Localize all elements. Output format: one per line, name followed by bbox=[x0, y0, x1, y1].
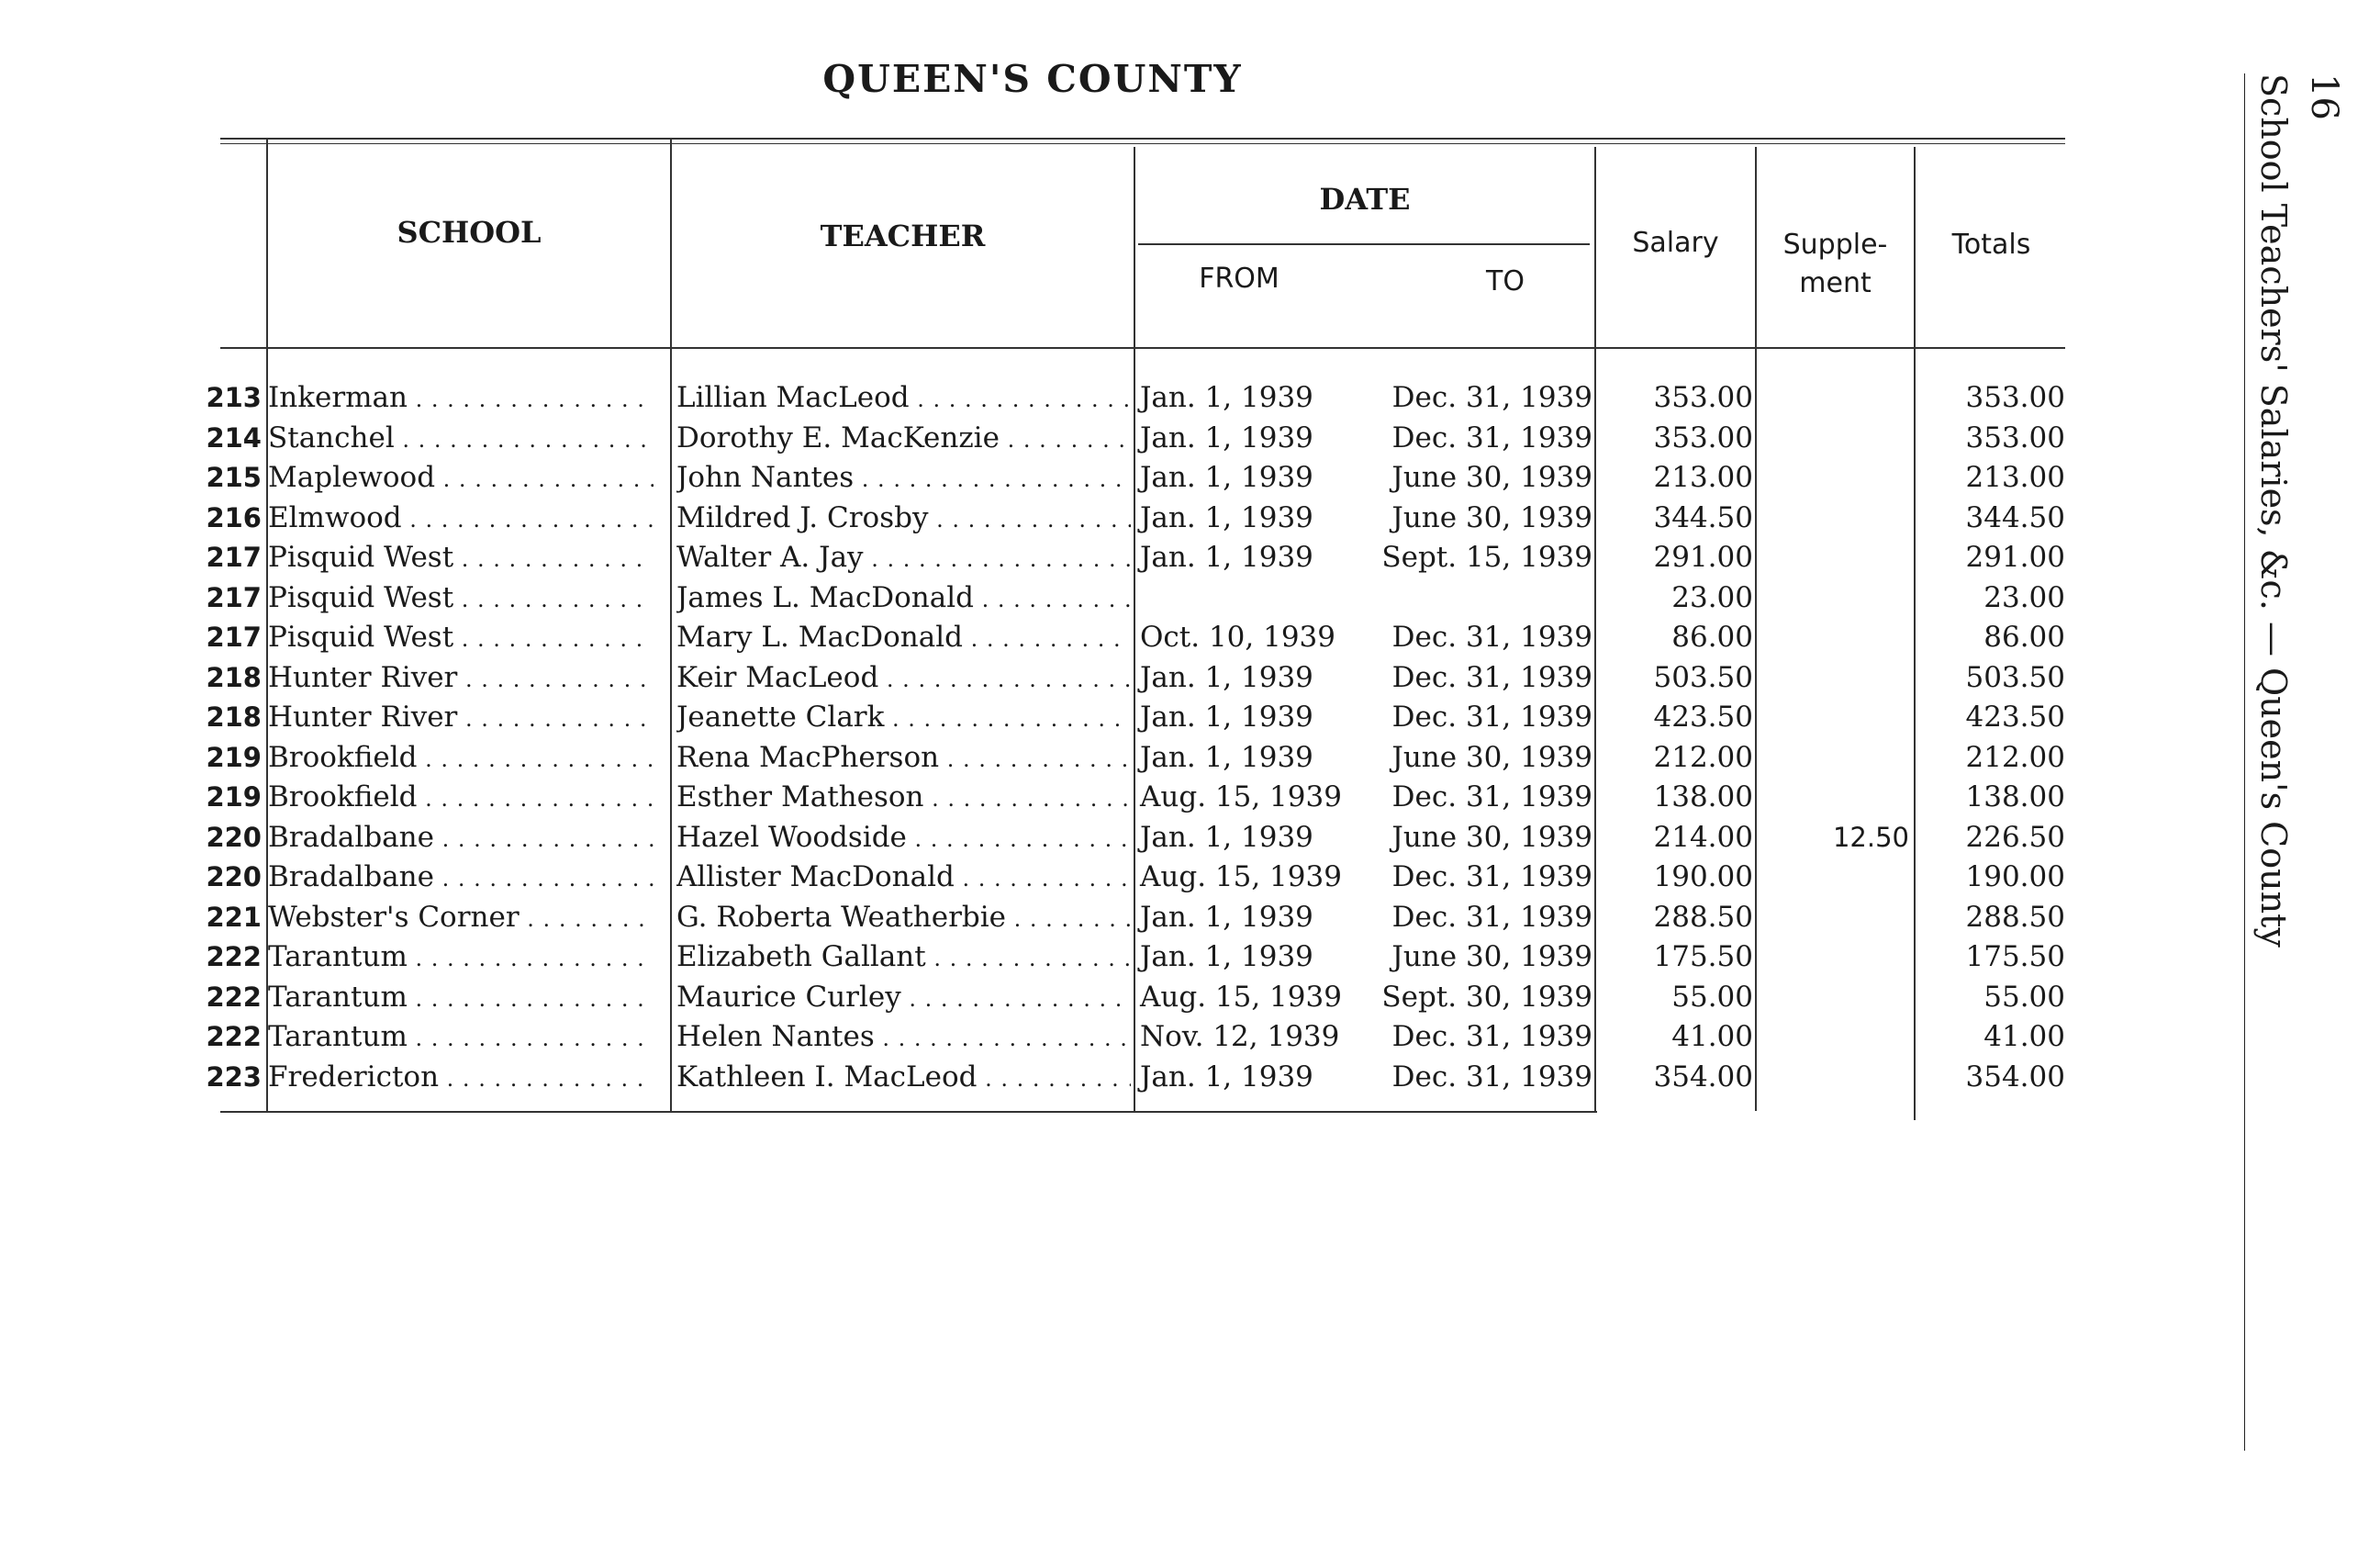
date-to-cell: Dec. 31, 1939 bbox=[1391, 860, 1592, 893]
col-header-supplement: Supple- ment bbox=[1782, 229, 1888, 299]
row-number: 218 bbox=[206, 661, 262, 693]
date-from-cell: Jan. 1, 1939 bbox=[1140, 381, 1313, 414]
date-from-cell: Jan. 1, 1939 bbox=[1140, 900, 1313, 934]
date-from-cell: Jan. 1, 1939 bbox=[1140, 820, 1313, 854]
school-cell: Stanchel . . . bbox=[268, 419, 654, 461]
row-number: 222 bbox=[206, 981, 262, 1013]
col-header-school: SCHOOL bbox=[397, 215, 542, 250]
col-header-date: DATE bbox=[1319, 182, 1411, 217]
school-cell: Hunter River . . . bbox=[268, 658, 654, 701]
teacher-cell: Mildred J. Crosby . . . bbox=[676, 499, 1131, 541]
teacher-cell: Mary L. MacDonald . . . bbox=[676, 618, 1131, 660]
total-cell: 55.00 bbox=[1983, 980, 2065, 1014]
teacher-cell: James L. MacDonald . . . bbox=[676, 578, 1131, 621]
date-from-cell: Jan. 1, 1939 bbox=[1140, 660, 1313, 694]
page-number: 16 bbox=[2303, 73, 2345, 120]
total-cell: 23.00 bbox=[1983, 580, 2065, 614]
date-from-cell: Oct. 10, 1939 bbox=[1140, 621, 1335, 654]
date-to-cell: Dec. 31, 1939 bbox=[1391, 1020, 1592, 1053]
col-header-salary: Salary bbox=[1632, 227, 1719, 259]
table-row bbox=[0, 658, 2111, 699]
date-to-cell: Dec. 31, 1939 bbox=[1391, 421, 1592, 454]
table-top-rule bbox=[220, 138, 2065, 140]
date-to-cell: June 30, 1939 bbox=[1391, 820, 1592, 854]
table-row bbox=[0, 738, 2111, 779]
school-cell: Brookfield . . . bbox=[268, 778, 654, 820]
school-cell: Pisquid West . . . bbox=[268, 538, 654, 580]
col-header-teacher: TEACHER bbox=[820, 219, 986, 253]
date-to-cell: Dec. 31, 1939 bbox=[1391, 621, 1592, 654]
salary-cell: 55.00 bbox=[1671, 980, 1753, 1014]
total-cell: 344.50 bbox=[1965, 500, 2065, 534]
salary-cell: 138.00 bbox=[1653, 780, 1753, 813]
salary-cell: 41.00 bbox=[1671, 1020, 1753, 1053]
salary-cell: 288.50 bbox=[1653, 900, 1753, 934]
row-number: 222 bbox=[206, 1021, 262, 1052]
salary-cell: 353.00 bbox=[1653, 421, 1753, 454]
school-cell: Pisquid West . . . bbox=[268, 618, 654, 660]
total-cell: 190.00 bbox=[1965, 860, 2065, 893]
row-number: 220 bbox=[206, 861, 262, 892]
row-number: 219 bbox=[206, 741, 262, 773]
school-cell: Brookfield . . . bbox=[268, 738, 654, 780]
date-to-cell: Sept. 15, 1939 bbox=[1381, 541, 1592, 574]
date-from-cell: Jan. 1, 1939 bbox=[1140, 940, 1313, 973]
table-row bbox=[0, 778, 2111, 818]
date-from-cell: Jan. 1, 1939 bbox=[1140, 421, 1313, 454]
salary-cell: 353.00 bbox=[1653, 381, 1753, 414]
row-number: 221 bbox=[206, 901, 262, 933]
teacher-cell: Helen Nantes . . . bbox=[676, 1017, 1131, 1060]
date-to-cell: June 30, 1939 bbox=[1391, 500, 1592, 534]
total-cell: 226.50 bbox=[1965, 820, 2065, 854]
table-row bbox=[0, 1058, 2111, 1098]
total-cell: 288.50 bbox=[1965, 900, 2065, 934]
total-cell: 503.50 bbox=[1965, 660, 2065, 694]
school-cell: Bradalbane . . . bbox=[268, 858, 654, 900]
row-number: 217 bbox=[206, 581, 262, 613]
running-header bbox=[2253, 73, 2345, 1239]
total-cell: 86.00 bbox=[1983, 621, 2065, 654]
table-row bbox=[0, 378, 2111, 419]
col-header-to: TO bbox=[1486, 265, 1525, 297]
total-cell: 354.00 bbox=[1965, 1060, 2065, 1094]
row-number: 222 bbox=[206, 941, 262, 972]
date-to-cell: Dec. 31, 1939 bbox=[1391, 1060, 1592, 1094]
salary-cell: 212.00 bbox=[1653, 740, 1753, 774]
school-cell: Tarantum . . . bbox=[268, 1017, 654, 1060]
table-body bbox=[0, 378, 2111, 1097]
school-cell: Tarantum . . . bbox=[268, 978, 654, 1020]
col-header-from: FROM bbox=[1199, 263, 1279, 295]
salary-cell: 214.00 bbox=[1653, 820, 1753, 854]
salary-cell: 503.50 bbox=[1653, 660, 1753, 694]
margin-rule bbox=[2244, 73, 2245, 1451]
total-cell: 41.00 bbox=[1983, 1020, 2065, 1053]
date-to-cell: June 30, 1939 bbox=[1391, 940, 1592, 973]
teacher-cell: Esther Matheson . . . bbox=[676, 778, 1131, 820]
date-to-cell: June 30, 1939 bbox=[1391, 740, 1592, 774]
table-row bbox=[0, 538, 2111, 578]
table-row bbox=[0, 1017, 2111, 1058]
table-row bbox=[0, 978, 2111, 1018]
teacher-cell: Allister MacDonald . . . bbox=[676, 858, 1131, 900]
total-cell: 175.50 bbox=[1965, 940, 2065, 973]
school-cell: Webster's Corner . . . bbox=[268, 898, 654, 940]
table-row bbox=[0, 898, 2111, 938]
teacher-cell: Maurice Curley . . . bbox=[676, 978, 1131, 1020]
table-row bbox=[0, 858, 2111, 898]
teacher-cell: Kathleen I. MacLeod . . . bbox=[676, 1058, 1131, 1100]
supplement-cell: 12.50 bbox=[1832, 821, 1909, 853]
total-cell: 212.00 bbox=[1965, 740, 2065, 774]
table-top-rule-2 bbox=[220, 143, 2065, 144]
salary-cell: 175.50 bbox=[1653, 940, 1753, 973]
total-cell: 291.00 bbox=[1965, 541, 2065, 574]
teacher-cell: Lillian MacLeod . . . bbox=[676, 378, 1131, 421]
date-to-cell: Dec. 31, 1939 bbox=[1391, 660, 1592, 694]
teacher-cell: Keir MacLeod . . . bbox=[676, 658, 1131, 701]
total-cell: 138.00 bbox=[1965, 780, 2065, 813]
row-number: 219 bbox=[206, 781, 262, 813]
table-row bbox=[0, 818, 2111, 858]
salary-cell: 190.00 bbox=[1653, 860, 1753, 893]
total-cell: 353.00 bbox=[1965, 421, 2065, 454]
date-from-cell: Jan. 1, 1939 bbox=[1140, 541, 1313, 574]
school-cell: Inkerman . . . bbox=[268, 378, 654, 421]
date-from-cell: Nov. 12, 1939 bbox=[1140, 1020, 1340, 1053]
teacher-cell: G. Roberta Weatherbie . . . bbox=[676, 898, 1131, 940]
row-number: 216 bbox=[206, 501, 262, 533]
salary-cell: 86.00 bbox=[1671, 621, 1753, 654]
total-cell: 353.00 bbox=[1965, 381, 2065, 414]
total-cell: 213.00 bbox=[1965, 461, 2065, 494]
date-to-cell: Dec. 31, 1939 bbox=[1391, 701, 1592, 734]
teacher-cell: Hazel Woodside . . . bbox=[676, 818, 1131, 860]
date-to-cell: Dec. 31, 1939 bbox=[1391, 900, 1592, 934]
teacher-cell: Dorothy E. MacKenzie . . . bbox=[676, 419, 1131, 461]
salary-cell: 354.00 bbox=[1653, 1060, 1753, 1094]
row-number: 213 bbox=[206, 382, 262, 413]
table-bottom-rule bbox=[220, 1111, 1597, 1113]
date-to-cell: Dec. 31, 1939 bbox=[1391, 381, 1592, 414]
table-row bbox=[0, 499, 2111, 539]
page-title: QUEEN'S COUNTY bbox=[822, 57, 1243, 101]
table-row bbox=[0, 937, 2111, 978]
teacher-cell: John Nantes . . . bbox=[676, 458, 1131, 500]
salary-cell: 423.50 bbox=[1653, 701, 1753, 734]
teacher-cell: Walter A. Jay . . . bbox=[676, 538, 1131, 580]
row-number: 223 bbox=[206, 1060, 262, 1093]
table-row bbox=[0, 419, 2111, 459]
school-cell: Elmwood . . . bbox=[268, 499, 654, 541]
salary-cell: 291.00 bbox=[1653, 541, 1753, 574]
date-to-cell: Dec. 31, 1939 bbox=[1391, 780, 1592, 813]
salary-cell: 23.00 bbox=[1671, 580, 1753, 614]
row-number: 217 bbox=[206, 542, 262, 573]
school-cell: Pisquid West . . . bbox=[268, 578, 654, 621]
teacher-cell: Rena MacPherson . . . bbox=[676, 738, 1131, 780]
row-number: 217 bbox=[206, 622, 262, 653]
row-number: 214 bbox=[206, 421, 262, 454]
salary-cell: 213.00 bbox=[1653, 461, 1753, 494]
header-bottom-rule bbox=[220, 347, 2065, 349]
date-divider-rule bbox=[1138, 243, 1590, 245]
row-number: 218 bbox=[206, 701, 262, 733]
date-from-cell: Jan. 1, 1939 bbox=[1140, 461, 1313, 494]
table-row bbox=[0, 578, 2111, 619]
salary-cell: 344.50 bbox=[1653, 500, 1753, 534]
school-cell: Tarantum . . . bbox=[268, 937, 654, 980]
running-title: School Teachers' Salaries, &c. — Queen's County bbox=[2253, 73, 2294, 948]
date-from-cell: Jan. 1, 1939 bbox=[1140, 701, 1313, 734]
table-row bbox=[0, 458, 2111, 499]
teacher-cell: Jeanette Clark . . . bbox=[676, 698, 1131, 740]
school-cell: Maplewood . . . bbox=[268, 458, 654, 500]
school-cell: Hunter River . . . bbox=[268, 698, 654, 740]
school-cell: Fredericton . . . bbox=[268, 1058, 654, 1100]
teacher-cell: Elizabeth Gallant . . . bbox=[676, 937, 1131, 980]
date-from-cell: Aug. 15, 1939 bbox=[1140, 780, 1342, 813]
date-to-cell: Sept. 30, 1939 bbox=[1381, 980, 1592, 1014]
date-from-cell: Jan. 1, 1939 bbox=[1140, 1060, 1313, 1094]
date-from-cell: Aug. 15, 1939 bbox=[1140, 980, 1342, 1014]
row-number: 215 bbox=[206, 462, 262, 493]
total-cell: 423.50 bbox=[1965, 701, 2065, 734]
date-to-cell: June 30, 1939 bbox=[1391, 461, 1592, 494]
row-number: 220 bbox=[206, 821, 262, 853]
school-cell: Bradalbane . . . bbox=[268, 818, 654, 860]
date-from-cell: Jan. 1, 1939 bbox=[1140, 740, 1313, 774]
col-header-totals: Totals bbox=[1951, 229, 2031, 261]
date-from-cell: Jan. 1, 1939 bbox=[1140, 500, 1313, 534]
table-row bbox=[0, 698, 2111, 738]
table-row bbox=[0, 618, 2111, 658]
date-from-cell: Aug. 15, 1939 bbox=[1140, 860, 1342, 893]
